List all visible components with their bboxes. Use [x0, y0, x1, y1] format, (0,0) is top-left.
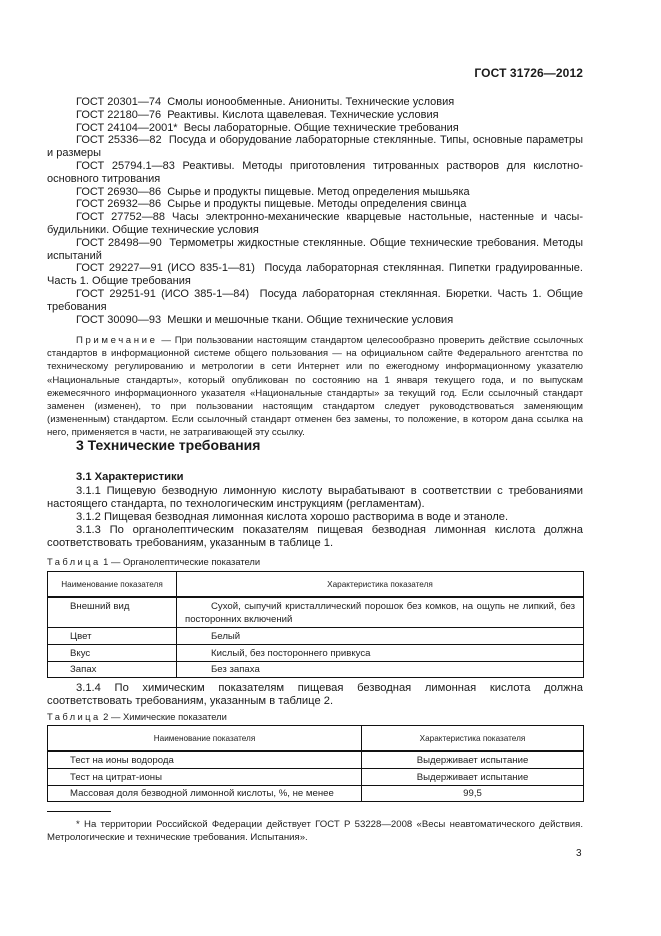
table1-caption — [47, 556, 260, 567]
footnote: * На территории Российской Федерации действует ГОСТ Р 53228—2008 «Весы неавтоматического действия. Метрологические и технические требования. Испытания». — [47, 819, 583, 844]
reference-code: ГОСТ 29251-91 (ИСО 385-1—84) — [76, 287, 250, 300]
reference-title: Реактивы. Методы приготовления титрованных растворов для кислотно-основного титрования — [47, 159, 583, 185]
table-cell: 99,5 — [362, 786, 584, 802]
table-row — [48, 751, 584, 769]
note-paragraph — [47, 334, 583, 440]
reference-item — [47, 198, 583, 211]
table2-caption-text: 2 — Химические показатели — [100, 711, 227, 722]
reference-code: ГОСТ 25336—82 — [76, 134, 162, 147]
reference-item — [47, 186, 583, 199]
table-cell: Без запаха — [177, 662, 584, 678]
reference-title: Мешки и мешочные ткани. Общие технические условия — [167, 313, 454, 326]
table-cell: Вкус — [48, 645, 177, 662]
paragraph-3-1-2: 3.1.2 Пищевая безводная лимонная кислота хорошо растворима в воде и этаноле. — [76, 511, 509, 523]
page-number: 3 — [576, 848, 582, 859]
reference-title: Сырье и продукты пищевые. Метод определения мышьяка — [167, 185, 470, 198]
reference-title: Посуда лабораторная стеклянная. Пипетки градуированные. Часть 1. Общие требования — [47, 262, 583, 288]
reference-code: ГОСТ 29227—91 (ИСО 835-1—81) — [76, 262, 255, 275]
table-row — [48, 645, 584, 662]
column-header: Характеристика показателя — [177, 572, 584, 598]
reference-item — [47, 288, 583, 314]
reference-title: Весы лабораторные. Общие технические требования — [183, 121, 459, 134]
reference-item — [47, 211, 583, 237]
table-header-row — [48, 726, 584, 752]
subsection-heading: 3.1 Характеристики — [76, 471, 184, 483]
reference-title: Смолы ионообменные. Аниониты. Технические условия — [167, 96, 455, 108]
reference-code: ГОСТ 25794.1—83 — [76, 159, 175, 172]
note-text: — При пользовании настоящим стандартом целесообразно проверить действие ссылочных стандартов в информационной системе общего пользования — на официальном сайте Федерального агентства по техническому регулированию и метрологии в сети Интернет или по ежегодному информационному указателю «Национальные стандарты», который опубликован по состоянию на 1 января текущего года, и по выпускам ежемесячного информационного указателя «Национальные стандарты» за текущий год. Если ссылочный стандарт заменен (изменен), то при пользовании настоящим стандартом следует руководствоваться заменяющим (измененным) стандартом. Если ссылочный стандарт отменен без замены, то положение, в котором дана ссылка на него, применяется в части, не затрагивающей эту ссылку. — [47, 335, 583, 439]
reference-item — [47, 160, 583, 186]
section-heading: 3 Технические требования — [76, 437, 261, 453]
reference-title: Термометры жидкостные стеклянные. Общие технические требования. Методы испытаний — [47, 236, 583, 262]
paragraph-3-1-3: 3.1.3 По органолептическим показателям пищевая безводная лимонная кислота должна соответствовать требованиям, указанным в таблице 1. — [47, 524, 583, 549]
column-header: Наименование показателя — [48, 726, 362, 752]
table-cell: Массовая доля безводной лимонной кислоты, %, не менее — [48, 786, 362, 802]
reference-code: ГОСТ 26932—86 — [76, 198, 162, 211]
column-header: Характеристика показателя — [362, 726, 584, 752]
table-cell: Тест на цитрат-ионы — [48, 769, 362, 786]
reference-title: Сырье и продукты пищевые. Методы определения свинца — [167, 198, 467, 211]
standard-id-header: ГОСТ 31726—2012 — [474, 66, 583, 80]
footnote-divider — [47, 811, 111, 812]
reference-title: Реактивы. Кислота щавелевая. Технические условия — [167, 108, 439, 121]
table-organoleptic — [47, 571, 584, 678]
reference-item — [47, 134, 583, 160]
table-cell: Белый — [177, 628, 584, 645]
reference-item — [47, 96, 583, 109]
reference-title: Часы электронно-механические кварцевые настольные, настенные и часы-будильники. Общие технические условия — [47, 211, 583, 236]
table-row — [48, 628, 584, 645]
reference-code: ГОСТ 28498—90 — [76, 236, 162, 249]
table-row — [48, 662, 584, 678]
table-row — [48, 769, 584, 786]
table2-caption — [47, 711, 227, 722]
reference-code: ГОСТ 27752—88 — [76, 211, 165, 224]
reference-item — [47, 314, 583, 327]
table-cell: Внешний вид — [48, 597, 177, 628]
table-cell: Выдерживает испытание — [362, 769, 584, 786]
table-cell: Цвет — [48, 628, 177, 645]
table-cell: Запах — [48, 662, 177, 678]
reference-item — [47, 262, 583, 288]
table-chemical — [47, 725, 584, 802]
paragraph-3-1-1: 3.1.1 Пищевую безводную лимонную кислоту вырабатывают в соответствии с требованиями настоящего стандарта, по технологическим инструкциям (регламентам). — [47, 485, 583, 510]
table-header-row — [48, 572, 584, 598]
note-label: Примечание — [76, 335, 158, 346]
reference-title: Посуда лабораторная стеклянная. Бюретки. Часть 1. Общие требования — [47, 287, 583, 313]
reference-code: ГОСТ 26930—86 — [76, 185, 162, 198]
reference-code: ГОСТ 24104—2001* — [76, 121, 178, 134]
table-cell: Сухой, сыпучий кристаллический порошок без комков, на ощупь не липкий, без посторонних включений — [177, 597, 584, 628]
normative-references-list — [47, 96, 583, 326]
table-cell: Кислый, без постороннего привкуса — [177, 645, 584, 662]
table-row — [48, 597, 584, 628]
reference-title: Посуда и оборудование лабораторные стеклянные. Типы, основные параметры и размеры — [47, 134, 583, 160]
table-cell: Тест на ионы водорода — [48, 751, 362, 769]
reference-item — [47, 122, 583, 135]
paragraph-3-1-4: 3.1.4 По химическим показателям пищевая безводная лимонная кислота должна соответствовать требованиям, указанным в таблице 2. — [47, 682, 583, 707]
table1-caption-text: 1 — Органолептические показатели — [100, 556, 261, 567]
table2-caption-label: Таблица — [47, 711, 101, 722]
reference-item — [47, 237, 583, 263]
table-cell: Выдерживает испытание — [362, 751, 584, 769]
table-row — [48, 786, 584, 802]
reference-code: ГОСТ 20301—74 — [76, 96, 162, 108]
column-header: Наименование показателя — [48, 572, 177, 598]
table1-caption-label: Таблица — [47, 556, 101, 567]
reference-code: ГОСТ 22180—76 — [76, 108, 162, 121]
reference-item — [47, 109, 583, 122]
reference-code: ГОСТ 30090—93 — [76, 313, 162, 326]
